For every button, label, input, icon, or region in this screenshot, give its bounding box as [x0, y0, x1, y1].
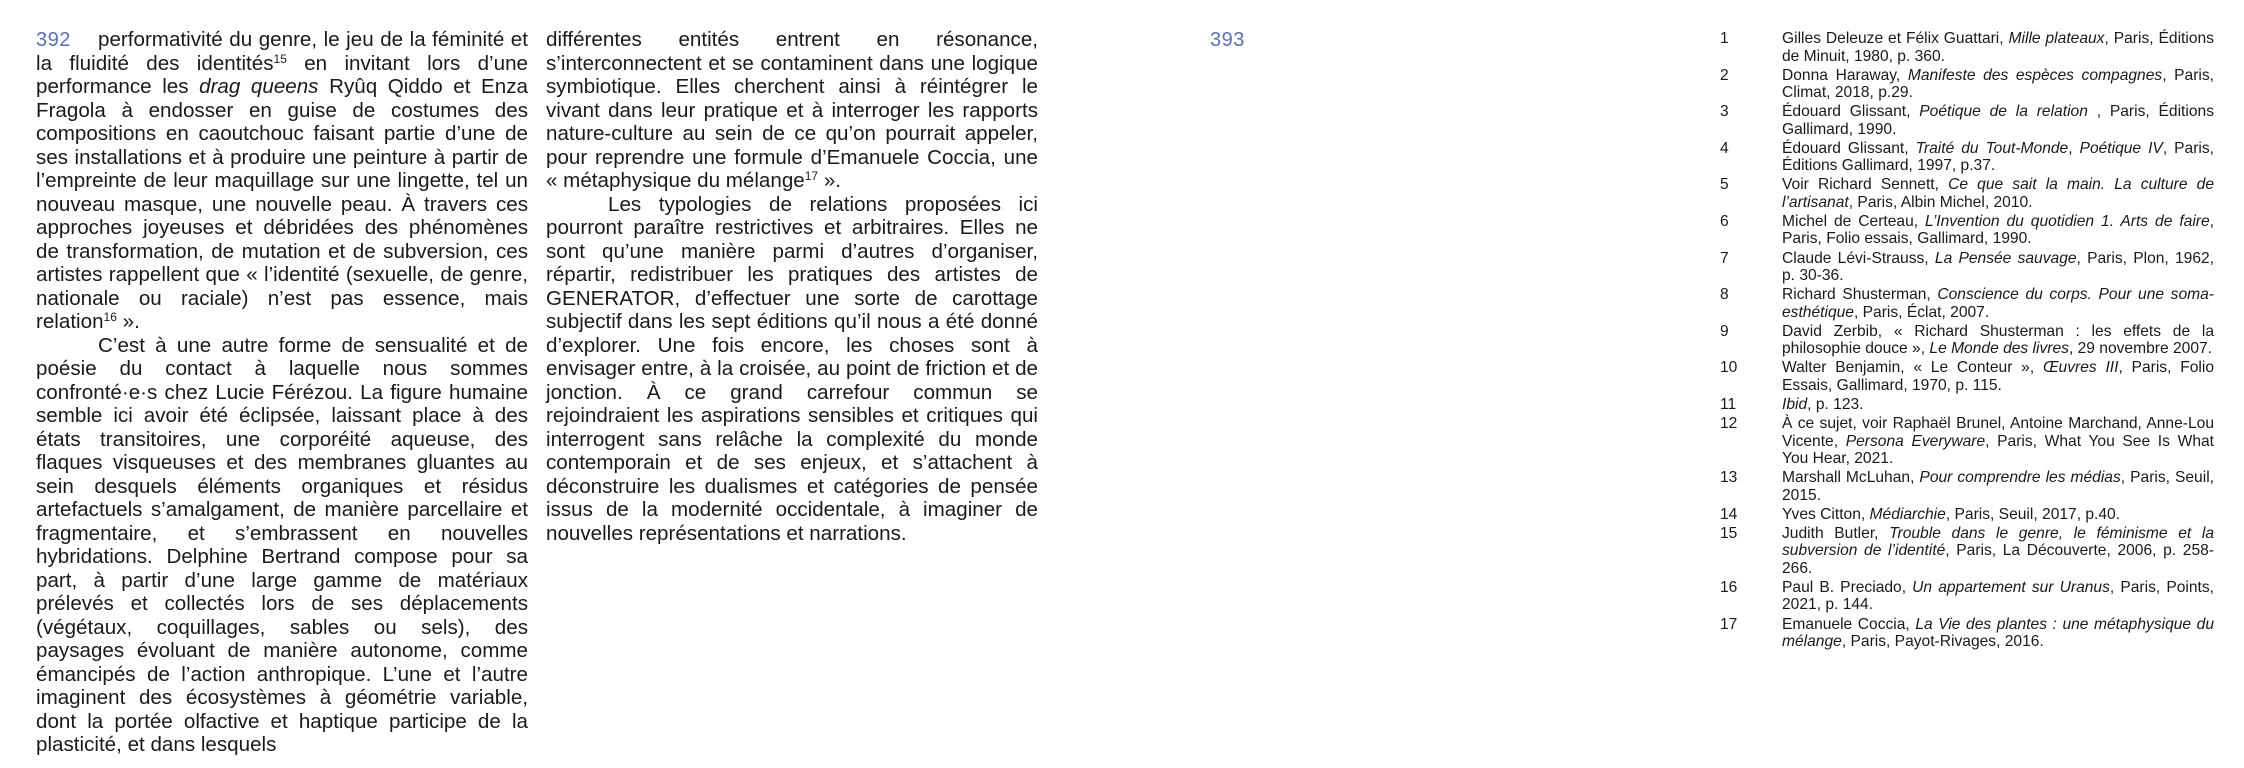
- text-run: différentes entités entrent en résonance, s’interconnectent et se contaminent dans une logique symbiotique. Elles cherchent ainsi à réintégrer le vivant dans leur pratique et à interroger les rapports nature-culture au sein de ce qu’on pourrait appeler, pour reprendre une formule d’Emanuele Coccia, une « métaphysique du mélange: [546, 28, 1038, 192]
- footnote-number: 1: [1720, 30, 1729, 47]
- footnote-text-run: , Paris, Éclat, 2007.: [1853, 303, 1990, 321]
- footnote-number: 9: [1720, 322, 1729, 340]
- footnote-text-run: À ce sujet, voir Raphaël Brunel, Antoine Marchand, Anne-Lou Vicente,: [1782, 415, 2214, 450]
- footnote-title: Persona Everyware: [1845, 432, 1986, 450]
- footnote-text-run: Édouard Glissant,: [1782, 139, 1916, 157]
- footnote-item: [1720, 616, 2214, 651]
- footnote-text-run: Judith Butler,: [1782, 524, 1890, 542]
- footnote-title: La Vie des plantes : une métaphysique du mélange: [1782, 615, 2214, 650]
- footnote-text: [1782, 359, 2214, 394]
- page-number-left: 392: [36, 29, 71, 51]
- footnote-number: 2: [1720, 66, 1729, 84]
- footnote-text-run: ,: [2068, 139, 2080, 157]
- footnote-number: 11: [1720, 395, 1737, 413]
- footnote-text: [1782, 469, 2214, 504]
- paragraph: Les typologies de relations proposées ici pourront paraître restrictives et arbitraires. Elles ne sont qu’une manière parmi d’autres d’organiser, répartir, redistribuer les pratiques des artistes de GENERATOR, d’effectuer une sorte de carottage subjectif dans les sept éditions qu’il nous a été donné d’explorer. Une fois encore, les choses sont à envisager entre, à la croisée, au point de friction et de jonction. À ce grand carrefour commun se rejoindraient les aspirations sensibles et critiques qui interrogent sans relâche la complexité du monde contemporain et de ses enjeux, et s’attachent à déconstruire les dualismes et catégories de pensée issus de la modernité occidentale, à imaginer de nouvelles représentations et narrations.: [546, 192, 1038, 545]
- footnote-text: [1782, 103, 2214, 138]
- paragraph: [36, 28, 528, 334]
- footnote-title: Mille plateaux: [2008, 30, 2105, 47]
- footnote-number: 14: [1720, 505, 1738, 523]
- footnote-text-run: Richard Shusterman,: [1782, 286, 1938, 304]
- footnotes-list: [1720, 30, 2214, 652]
- footnote-item: [1720, 286, 2214, 321]
- footnote-text-run: Claude Lévi-Strauss,: [1782, 249, 1935, 267]
- footnote-item: [1720, 579, 2214, 614]
- text-run: Ryûq Qiddo et Enza Fragola à endosser en guise de costumes des compositions en caoutchouc faisant partie d’une de ses installations et à produire une peinture à partir de l’empreinte de leur maquillage sur une lingette, tel un nouveau masque, une nouvelle peau. À travers ces approches joyeuses et débridées des phénomènes de transformation, de mutation et de subversion, ces artistes rappellent que « l’identité (sexuelle, de genre, nationale ou raciale) n’est pas essence, mais relation: [36, 75, 528, 333]
- footnote-item: [1720, 140, 2214, 175]
- text-run: performativité du genre, le jeu de la féminité et la fluidité des identités: [36, 28, 528, 75]
- footnote-number: 8: [1720, 286, 1729, 304]
- footnote-text-run: Voir Richard Sennett,: [1782, 176, 1949, 194]
- footnote-item: [1720, 469, 2214, 504]
- paragraph: [546, 28, 1038, 193]
- footnote-text: [1782, 323, 2214, 358]
- footnote-item: [1720, 396, 2214, 414]
- footnote-item: [1720, 213, 2214, 248]
- footnote-number: 4: [1720, 139, 1729, 157]
- text-column-2: [546, 28, 1038, 545]
- text-run: ».: [116, 310, 140, 333]
- footnote-title: L’Invention du quotidien 1. Arts de faire: [1925, 212, 2210, 230]
- footnote-text-run: Yves Citton,: [1782, 505, 1870, 523]
- text-run: en invitant lors d’une performance les: [36, 51, 528, 98]
- footnote-title: Œuvres III: [2042, 359, 2119, 377]
- footnote-text: [1782, 140, 2214, 175]
- footnote-text-run: , Paris, Éditions de Minuit, 1980, p. 360.: [1782, 30, 2214, 65]
- footnote-text: [1782, 525, 2214, 578]
- footnote-text-run: , Paris, La Découverte, 2006, p. 258-266.: [1782, 542, 2214, 577]
- footnote-ref-16: 16: [103, 310, 117, 324]
- footnote-text-run: , Paris, Seuil, 2015.: [1782, 469, 2214, 504]
- footnote-text-run: , Paris, Albin Michel, 2010.: [1848, 193, 2033, 211]
- footnote-title: Ce que sait la main. La culture de l’artisanat: [1782, 176, 2214, 211]
- footnote-item: [1720, 415, 2214, 468]
- footnote-number: 17: [1720, 615, 1738, 633]
- footnote-number: 15: [1720, 524, 1738, 542]
- footnote-text-run: Marshall McLuhan,: [1782, 469, 1920, 487]
- footnote-text: [1782, 506, 2214, 524]
- footnote-text: [1782, 67, 2214, 102]
- footnote-ref-15: 15: [273, 51, 287, 66]
- footnote-text: [1782, 396, 2214, 414]
- footnote-number: 6: [1720, 212, 1729, 230]
- footnote-text-run: David Zerbib, « Richard Shusterman : les effets de la philosophie douce »,: [1782, 322, 2214, 358]
- footnote-title: Conscience du corps. Pour une soma-esthétique: [1782, 286, 2215, 321]
- footnote-number: 13: [1720, 469, 1738, 487]
- footnote-text: [1782, 286, 2214, 321]
- footnote-text-run: Michel de Certeau,: [1782, 212, 1926, 230]
- footnote-text-run: Walter Benjamin, « Le Conteur »,: [1782, 359, 2043, 377]
- footnote-text: [1782, 30, 2214, 65]
- footnote-item: [1720, 30, 2214, 65]
- footnote-text-run: , Paris, Folio Essais, Gallimard, 1970, p. 115.: [1782, 359, 2214, 394]
- footnote-text-run: , Paris, Seuil, 2017, p.40.: [1945, 505, 2121, 523]
- footnote-text-run: Édouard Glissant,: [1782, 103, 1920, 121]
- text-column-1: [36, 28, 528, 757]
- footnote-title: Trouble dans le genre, le féminisme et la subversion de l’identité: [1782, 524, 2215, 560]
- footnote-text: [1782, 213, 2214, 248]
- footnote-number: 5: [1720, 176, 1729, 194]
- footnote-number: 3: [1720, 103, 1729, 121]
- footnote-text-run: , Paris, Points, 2021, p. 144.: [1782, 578, 2214, 614]
- footnote-text-run: , Paris, Éditions Gallimard, 1997, p.37.: [1782, 139, 2214, 175]
- footnote-item: [1720, 359, 2214, 394]
- footnote-title: Poétique IV: [2079, 139, 2163, 157]
- footnote-text-run: , Paris, Éditions Gallimard, 1990.: [1782, 103, 2214, 138]
- footnote-text-run: , p. 123.: [1807, 395, 1864, 413]
- footnote-text-run: Emanuele Coccia,: [1782, 615, 1916, 633]
- page-number-right: 393: [1210, 29, 1245, 51]
- footnote-text-run: , Paris, What You See Is What You Hear, 2021.: [1782, 432, 2214, 468]
- footnote-item: [1720, 67, 2214, 102]
- footnote-text-run: Donna Haraway,: [1782, 66, 1908, 84]
- footnote-item: [1720, 176, 2214, 211]
- footnote-item: [1720, 250, 2214, 285]
- footnote-title: La Pensée sauvage: [1934, 249, 2077, 267]
- paragraph: C’est à une autre forme de sensualité et de poésie du contact à laquelle nous sommes confronté·e·s chez Lucie Férézou. La figure humaine semble ici avoir été éclipsée, laissant place à des états transitoires, une corporéité aqueuse, des flaques visqueuses et des membranes gluantes au sein desquels éléments organiques et résidus artefactuels s’amalgament, de manière parcellaire et fragmentaire, et s’embrassent en nouvelles hybridations. Delphine Bertrand compose pour sa part, à partir d’une large gamme de matériaux prélevés et collectés lors de ses déplacements (végétaux, coquillages, sables ou sels), des paysages évoluant de manière autonome, comme émancipés de l’action anthropique. L’une et l’autre imaginent des écosystèmes à géométrie variable, dont la portée olfactive et haptique participe de la plasticité, et dans lesquels: [36, 333, 528, 756]
- text-run: ».: [818, 169, 842, 192]
- footnote-number: 7: [1720, 249, 1729, 267]
- footnote-text-run: , Paris, Payot-Rivages, 2016.: [1841, 633, 2044, 650]
- footnote-title: Pour comprendre les médias: [1919, 469, 2121, 487]
- footnote-number: 10: [1720, 359, 1738, 377]
- footnote-text-run: , Paris, Climat, 2018, p.29.: [1782, 66, 2214, 102]
- footnote-item: [1720, 103, 2214, 138]
- footnote-title: Manifeste des espèces compagnes: [1907, 66, 2163, 84]
- footnote-text-run: , 29 novembre 2007.: [2068, 340, 2212, 358]
- footnote-title: Un appartement sur Uranus: [1912, 578, 2110, 596]
- footnote-text-run: Gilles Deleuze et Félix Guattari,: [1782, 30, 2009, 47]
- footnote-title: Le Monde des livres: [1929, 340, 2069, 358]
- footnote-ref-17: 17: [804, 169, 819, 183]
- footnote-text: [1782, 616, 2214, 651]
- footnote-number: 16: [1720, 578, 1738, 596]
- footnote-text: [1782, 250, 2214, 285]
- italic-term: drag queens: [199, 75, 319, 98]
- footnote-text-run: Paul B. Preciado,: [1782, 578, 1913, 596]
- footnote-number: 12: [1720, 415, 1738, 433]
- footnote-title: Médiarchie: [1869, 505, 1946, 523]
- footnote-text: [1782, 579, 2214, 614]
- footnote-item: [1720, 525, 2214, 578]
- footnote-title: Poétique de la relation: [1919, 103, 2088, 121]
- footnote-title: Traité du Tout-Monde: [1915, 139, 2069, 157]
- footnote-text-run: , Paris, Plon, 1962, p. 30-36.: [1782, 249, 2215, 285]
- footnote-text: [1782, 415, 2214, 468]
- footnote-item: [1720, 323, 2214, 358]
- footnote-text-run: , Paris, Folio essais, Gallimard, 1990.: [1782, 212, 2214, 248]
- footnote-text: [1782, 176, 2214, 211]
- footnote-item: [1720, 506, 2214, 524]
- footnote-title: Ibid: [1782, 395, 1808, 413]
